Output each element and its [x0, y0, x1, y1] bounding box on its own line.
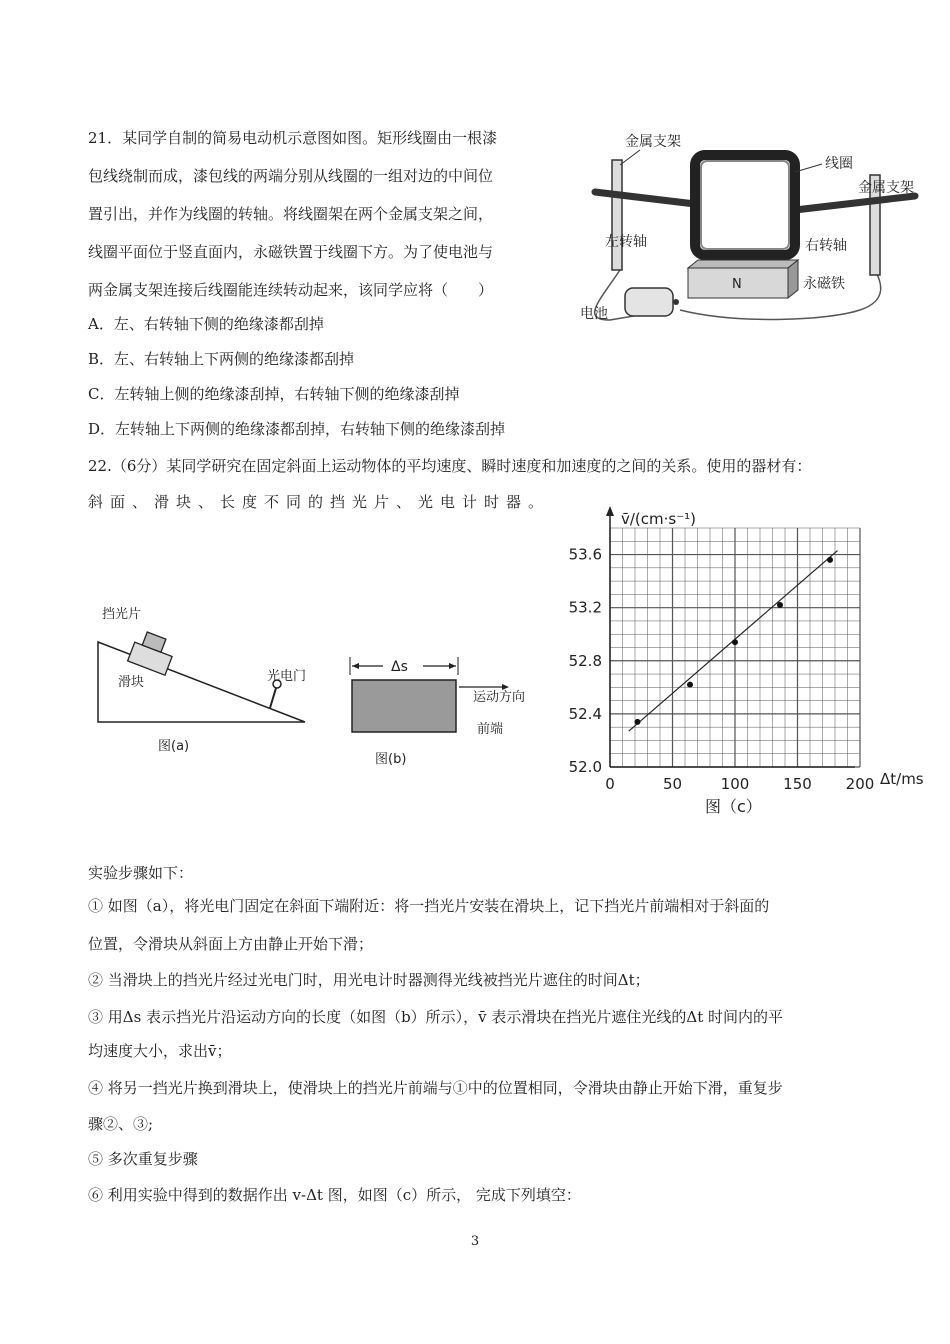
q21-line-3: 置引出，并作为线圈的转轴。将线圈架在两个金属支架之间，: [88, 205, 494, 223]
step-5: ⑤ 多次重复步骤: [88, 1150, 198, 1168]
q22-line-1: 22.（6分）某同学研究在固定斜面上运动物体的平均速度、瞬时速度和加速度的之间的关系。使用的器材有：: [88, 457, 812, 475]
step-3a: ③ 用Δs 表示挡光片沿运动方向的长度（如图（b）所示），v̄ 表示滑块在挡光片遮住光线的Δt 时间内的平: [88, 1008, 784, 1026]
figure-b: [345, 655, 545, 770]
y-tick-label: 53.6: [568, 545, 602, 564]
q21-option-b: B．左、右转轴上下两侧的绝缘漆都刮掉: [88, 350, 355, 368]
data-point: [687, 682, 693, 688]
label-front: 前端: [477, 722, 504, 737]
q21-line-5: 两金属支架连接后线圈能连续转动起来，该同学应将（ ）: [88, 281, 494, 299]
left-support: [612, 160, 622, 270]
data-point: [827, 557, 833, 563]
step-3b: 均速度大小，求出v̄；: [88, 1042, 232, 1060]
figure-c-chart: [555, 500, 935, 820]
q21-option-c: C．左转轴上侧的绝缘漆刮掉，右转轴下侧的绝缘漆刮掉: [88, 385, 460, 403]
x-tick-label: 150: [783, 775, 812, 793]
battery: [625, 288, 673, 316]
magnet-pole: N: [732, 277, 742, 292]
step-1b: 位置，令滑块从斜面上方由静止开始下滑；: [88, 935, 374, 953]
label-right-axis: 右转轴: [805, 238, 847, 254]
caption-b: 图(b): [375, 752, 407, 767]
y-tick-label: 52.0: [568, 758, 602, 776]
steps-title: 实验步骤如下：: [88, 864, 194, 882]
photogate-stand: [270, 688, 276, 708]
label-shade: 挡光片: [102, 607, 142, 622]
label-direction: 运动方向: [473, 690, 526, 705]
caption-a: 图(a): [158, 739, 190, 754]
step-2: ② 当滑块上的挡光片经过光电门时，用光电计时器测得光线被挡光片遮住的时间Δt；: [88, 971, 650, 989]
y-tick-label: 53.2: [568, 598, 602, 617]
label-gate: 光电门: [267, 669, 307, 684]
label-left-support: 金属支架: [625, 134, 681, 150]
x-axis-label: Δt/ms: [880, 770, 924, 788]
motor-figure: [570, 120, 940, 330]
label-magnet: 永磁铁: [803, 276, 845, 292]
label-left-axis: 左转轴: [605, 234, 647, 250]
y-tick-label: 52.4: [568, 704, 602, 723]
data-point: [635, 719, 641, 725]
x-tick-label: 100: [720, 775, 750, 793]
left-axle: [595, 192, 695, 204]
x-tick-label: 200: [845, 775, 875, 793]
x-tick-label: 50: [662, 775, 683, 793]
q21-option-a: A．左、右转轴下侧的绝缘漆都刮掉: [88, 315, 324, 333]
page-number: 3: [470, 1234, 480, 1249]
step-6: ⑥ 利用实验中得到的数据作出 v-Δt 图，如图（c）所示， 完成下列填空：: [88, 1186, 581, 1204]
q21-line-1: 21．某同学自制的简易电动机示意图如图。矩形线圈由一根漆: [88, 129, 498, 147]
y-axis-label: v̄/(cm·s⁻¹): [621, 510, 697, 528]
chart-caption: 图（c）: [705, 797, 762, 816]
shade-plate: [352, 680, 456, 732]
q21-option-d: D．左转轴上下两侧的绝缘漆都刮掉，右转轴下侧的绝缘漆刮掉: [88, 420, 506, 438]
step-4b: 骤②、③;: [88, 1115, 154, 1133]
magnet-top: [688, 260, 798, 268]
label-right-support: 金属支架: [858, 180, 914, 196]
q21-line-2: 包线绕制而成，漆包线的两端分别从线圈的一组对边的中间位: [88, 167, 494, 185]
data-point: [732, 639, 738, 645]
label-block: 滑块: [118, 675, 145, 690]
label-coil: 线圈: [825, 156, 853, 172]
label-battery: 电池: [580, 306, 608, 322]
x-tick-label: 0: [605, 775, 615, 793]
step-1a: ① 如图（a），将光电门固定在斜面下端附近：将一挡光片安装在滑块上，记下挡光片前端相对于斜面的: [88, 897, 770, 915]
coil: [695, 155, 795, 255]
y-tick-label: 52.8: [568, 651, 602, 670]
q22-line-2: 斜面、滑块、长度不同的挡光片、光电计时器。: [88, 493, 551, 511]
figure-a: [90, 600, 320, 765]
label-ds: Δs: [391, 659, 408, 675]
y-axis-arrow: [606, 506, 614, 516]
right-axle: [795, 196, 915, 210]
step-4a: ④ 将另一挡光片换到滑块上，使滑块上的挡光片前端与①中的位置相同，令滑块由静止开始下滑，重复步: [88, 1079, 783, 1097]
q21-line-4: 线圈平面位于竖直面内，永磁铁置于线圈下方。为了使电池与: [88, 243, 494, 261]
data-point: [777, 602, 783, 608]
